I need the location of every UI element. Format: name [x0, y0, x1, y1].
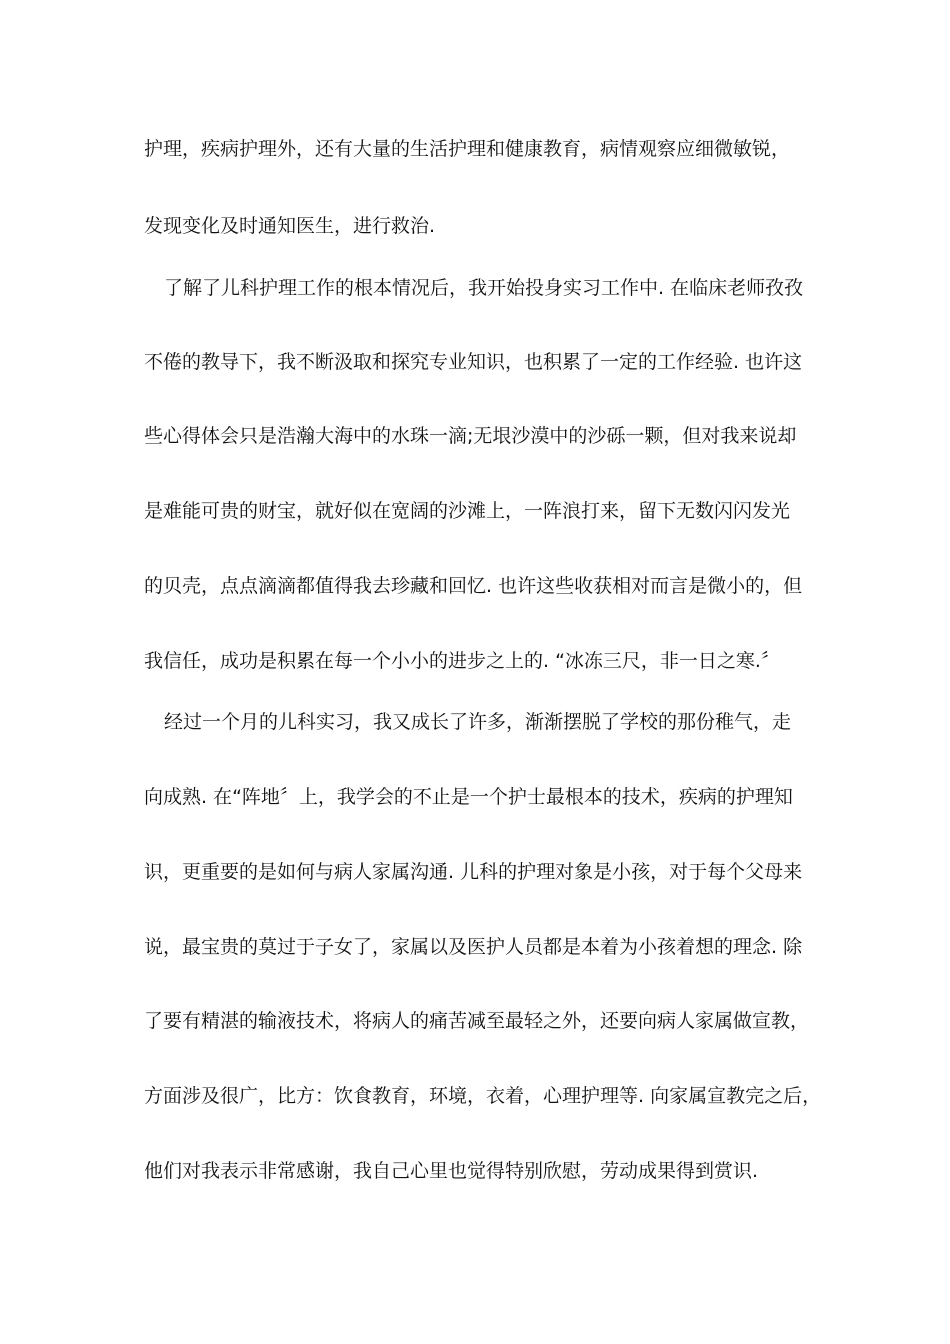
text-line-11: 识，更重要的是如何与病人家属沟通. 儿科的护理对象是小孩，对于每个父母来: [144, 861, 803, 883]
text-line-14: 方面涉及很广，比方：饮食教育，环境，衣着，心理护理等. 向家属宣教完之后，: [144, 1085, 822, 1107]
text-line-12: 说，最宝贵的莫过于子女了，家属以及医护人员都是本着为小孩着想的理念. 除: [144, 936, 803, 958]
text-line-4: 不倦的教导下，我不断汲取和探究专业知识，也积累了一定的工作经验. 也许这: [144, 351, 803, 373]
paragraph-start-line-9: 经过一个月的儿科实习，我又成长了许多，渐渐摆脱了学校的那份稚气，走: [164, 711, 792, 733]
text-line-10: 向成熟. 在“阵地〞上，我学会的不止是一个护士最根本的技术，疾病的护理知: [144, 786, 793, 808]
text-line-2: 发现变化及时通知医生，进行救治.: [144, 215, 436, 237]
text-line-13: 了要有精湛的输液技术，将病人的痛苦减至最轻之外，还要向病人家属做宣教，: [144, 1010, 810, 1032]
text-line-8: 我信任，成功是积累在每一个小小的进步之上的. “冰冻三尺，非一日之寒.〞: [144, 650, 780, 672]
text-line-1: 护理，疾病护理外，还有大量的生活护理和健康教育，病情观察应细微敏锐，: [144, 138, 791, 160]
text-line-6: 是难能可贵的财宝，就好似在宽阔的沙滩上，一阵浪打来，留下无数闪闪发光: [144, 500, 791, 522]
text-line-7: 的贝壳，点点滴滴都值得我去珍藏和回忆. 也许这些收获相对而言是微小的，但: [144, 575, 803, 597]
text-line-5: 些心得体会只是浩瀚大海中的水珠一滴;无垠沙漠中的沙砾一颗，但对我来说却: [144, 425, 797, 447]
paragraph-start-line-3: 了解了儿科护理工作的根本情况后，我开始投身实习工作中. 在临床老师孜孜: [164, 277, 804, 299]
text-line-15: 他们对我表示非常感谢，我自己心里也觉得特别欣慰，劳动成果得到赏识.: [144, 1160, 759, 1182]
